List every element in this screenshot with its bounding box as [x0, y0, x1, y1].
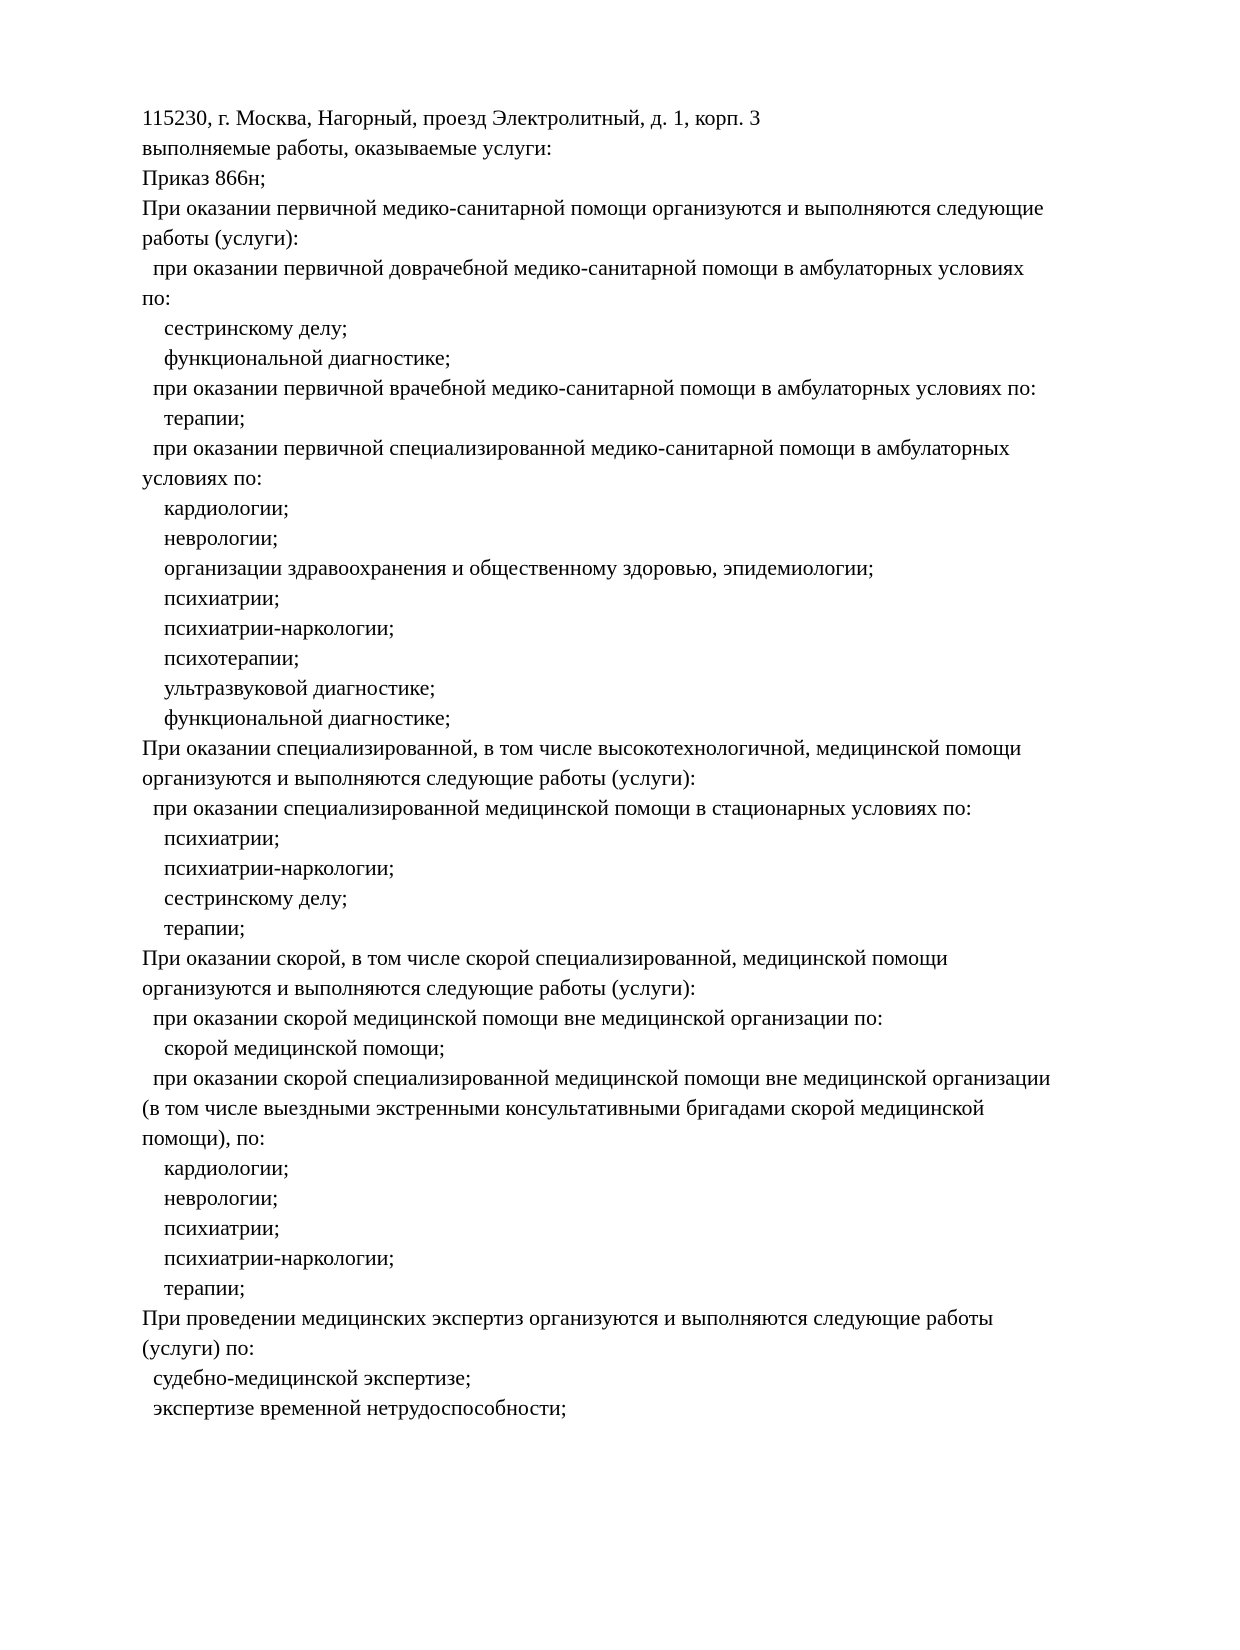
- text-line: сестринскому делу;: [142, 315, 348, 340]
- text-line: при оказании скорой медицинской помощи вне медицинской организации по:: [142, 1005, 884, 1030]
- text-line: 115230, г. Москва, Нагорный, проезд Электролитный, д. 1, корп. 3: [142, 105, 761, 130]
- text-line: терапии;: [142, 1275, 246, 1300]
- text-line: При оказании скорой, в том числе скорой специализированной, медицинской помощи: [142, 945, 948, 970]
- text-line: При проведении медицинских экспертиз организуются и выполняются следующие работы: [142, 1305, 994, 1330]
- text-line: терапии;: [142, 915, 246, 940]
- text-line: ультразвуковой диагностике;: [142, 675, 436, 700]
- text-line: Приказ 866н;: [142, 165, 266, 190]
- text-line: При оказании первичной медико-санитарной помощи организуются и выполняются следующие: [142, 195, 1044, 220]
- text-line: функциональной диагностике;: [142, 705, 451, 730]
- text-line: судебно-медицинской экспертизе;: [142, 1365, 472, 1390]
- text-line: психиатрии-наркологии;: [142, 1245, 395, 1270]
- text-line: психиатрии-наркологии;: [142, 855, 395, 880]
- text-line: условиях по:: [142, 465, 263, 490]
- document-text-block: [142, 103, 1200, 1423]
- text-line: психиатрии;: [142, 585, 280, 610]
- text-line: при оказании специализированной медицинской помощи в стационарных условиях по:: [142, 795, 972, 820]
- text-line: выполняемые работы, оказываемые услуги:: [142, 135, 553, 160]
- text-line: (в том числе выездными экстренными консультативными бригадами скорой медицинской: [142, 1095, 985, 1120]
- text-line: неврологии;: [142, 1185, 279, 1210]
- text-line: работы (услуги):: [142, 225, 299, 250]
- text-line: (услуги) по:: [142, 1335, 255, 1360]
- text-line: кардиологии;: [142, 1155, 290, 1180]
- text-line: при оказании скорой специализированной медицинской помощи вне медицинской организации: [142, 1065, 1051, 1090]
- text-line: по:: [142, 285, 171, 310]
- text-line: помощи), по:: [142, 1125, 266, 1150]
- text-line: организуются и выполняются следующие работы (услуги):: [142, 765, 696, 790]
- text-line: организуются и выполняются следующие работы (услуги):: [142, 975, 696, 1000]
- text-line: психиатрии;: [142, 825, 280, 850]
- text-line: психиатрии;: [142, 1215, 280, 1240]
- text-line: кардиологии;: [142, 495, 290, 520]
- text-line: функциональной диагностике;: [142, 345, 451, 370]
- text-line: При оказании специализированной, в том числе высокотехнологичной, медицинской помощи: [142, 735, 1022, 760]
- text-line: неврологии;: [142, 525, 279, 550]
- text-line: организации здравоохранения и общественному здоровью, эпидемиологии;: [142, 555, 875, 580]
- text-line: экспертизе временной нетрудоспособности;: [142, 1395, 567, 1420]
- text-line: психотерапии;: [142, 645, 300, 670]
- text-line: при оказании первичной специализированной медико-санитарной помощи в амбулаторных: [142, 435, 1010, 460]
- text-line: скорой медицинской помощи;: [142, 1035, 446, 1060]
- text-line: при оказании первичной доврачебной медико-санитарной помощи в амбулаторных условиях: [142, 255, 1025, 280]
- text-line: при оказании первичной врачебной медико-санитарной помощи в амбулаторных условиях по:: [142, 375, 1037, 400]
- text-line: психиатрии-наркологии;: [142, 615, 395, 640]
- text-line: терапии;: [142, 405, 246, 430]
- text-line: сестринскому делу;: [142, 885, 348, 910]
